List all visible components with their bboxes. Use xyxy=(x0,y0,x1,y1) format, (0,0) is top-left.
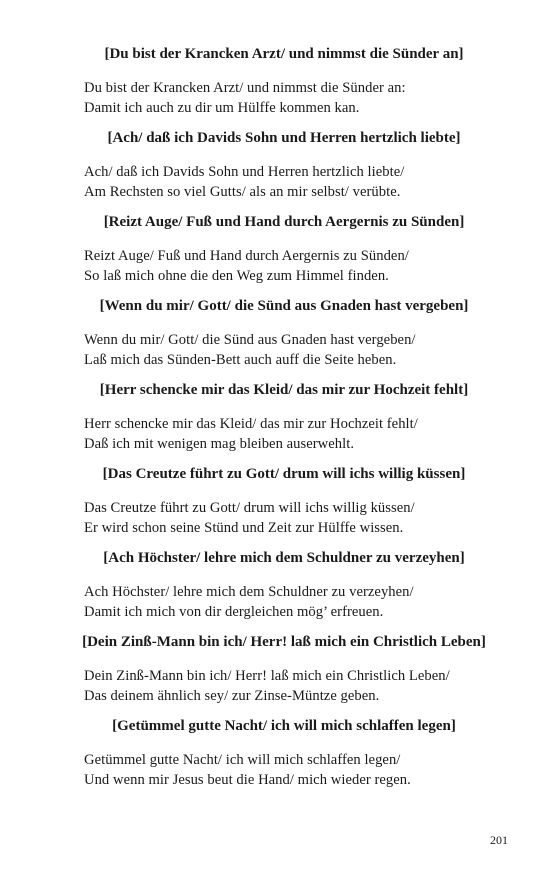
stanza-lines xyxy=(84,162,524,202)
verse-line: Er wird schon seine Stünd und Zeit zur Hülffe wissen. xyxy=(84,520,404,536)
stanza-heading: [Getümmel gutte Nacht/ ich will mich schlaffen legen] xyxy=(112,718,456,734)
stanza-lines xyxy=(84,666,524,706)
stanza-lines xyxy=(84,330,524,370)
stanza-lines xyxy=(84,414,524,454)
verse-line: Das deinem ähnlich sey/ zur Zinse-Müntze geben. xyxy=(84,688,380,704)
stanza-heading: [Ach/ daß ich Davids Sohn und Herren hertzlich liebte] xyxy=(107,130,461,146)
verse-line: Damit ich mich von dir dergleichen mög’ erfreuen. xyxy=(84,604,384,620)
verse-line: Herr schencke mir das Kleid/ das mir zur Hochzeit fehlt/ xyxy=(84,416,418,432)
stanza-heading: [Ach Höchster/ lehre mich dem Schuldner zu verzeyhen] xyxy=(103,550,465,566)
stanza-heading: [Reizt Auge/ Fuß und Hand durch Aergernis zu Sünden] xyxy=(103,214,465,230)
verse-line: Reizt Auge/ Fuß und Hand durch Aergernis zu Sünden/ xyxy=(84,248,409,264)
stanza-lines xyxy=(84,750,524,790)
verse-line: Ach Höchster/ lehre mich dem Schuldner zu verzeyhen/ xyxy=(84,584,414,600)
verse-line: Daß ich mit wenigen mag bleiben auserwehlt. xyxy=(84,436,355,452)
stanza-lines xyxy=(84,78,524,118)
stanza-heading: [Das Creutze führt zu Gott/ drum will ichs willig küssen] xyxy=(102,466,466,482)
verse-line: So laß mich ohne die den Weg zum Himmel finden. xyxy=(84,268,389,284)
verse-line: Am Rechsten so viel Gutts/ als an mir selbst/ verübte. xyxy=(84,184,401,200)
verse-line: Das Creutze führt zu Gott/ drum will ichs willig küssen/ xyxy=(84,500,415,516)
verse-line: Du bist der Krancken Arzt/ und nimmst die Sünder an: xyxy=(84,80,406,96)
verse-line: Laß mich das Sünden-Bett auch auff die Seite heben. xyxy=(84,352,397,368)
verse-line: Damit ich auch zu dir um Hülffe kommen kan. xyxy=(84,100,360,116)
verse-line: Wenn du mir/ Gott/ die Sünd aus Gnaden hast vergeben/ xyxy=(84,332,416,348)
stanza-lines xyxy=(84,582,524,622)
stanza-heading: [Du bist der Krancken Arzt/ und nimmst die Sünder an] xyxy=(104,46,464,62)
stanza-heading: [Dein Zinß-Mann bin ich/ Herr! laß mich ein Christlich Leben] xyxy=(82,634,486,650)
verse-line: Dein Zinß-Mann bin ich/ Herr! laß mich ein Christlich Leben/ xyxy=(84,668,450,684)
stanza-heading: [Wenn du mir/ Gott/ die Sünd aus Gnaden hast vergeben] xyxy=(99,298,469,314)
stanza-heading: [Herr schencke mir das Kleid/ das mir zur Hochzeit fehlt] xyxy=(99,382,469,398)
verse-line: Und wenn mir Jesus beut die Hand/ mich wieder regen. xyxy=(84,772,411,788)
stanza-lines xyxy=(84,246,524,286)
page-number: 201 xyxy=(490,833,508,847)
verse-line: Getümmel gutte Nacht/ ich will mich schlaffen legen/ xyxy=(84,752,401,768)
stanza-lines xyxy=(84,498,524,538)
verse-line: Ach/ daß ich Davids Sohn und Herren hertzlich liebte/ xyxy=(84,164,405,180)
